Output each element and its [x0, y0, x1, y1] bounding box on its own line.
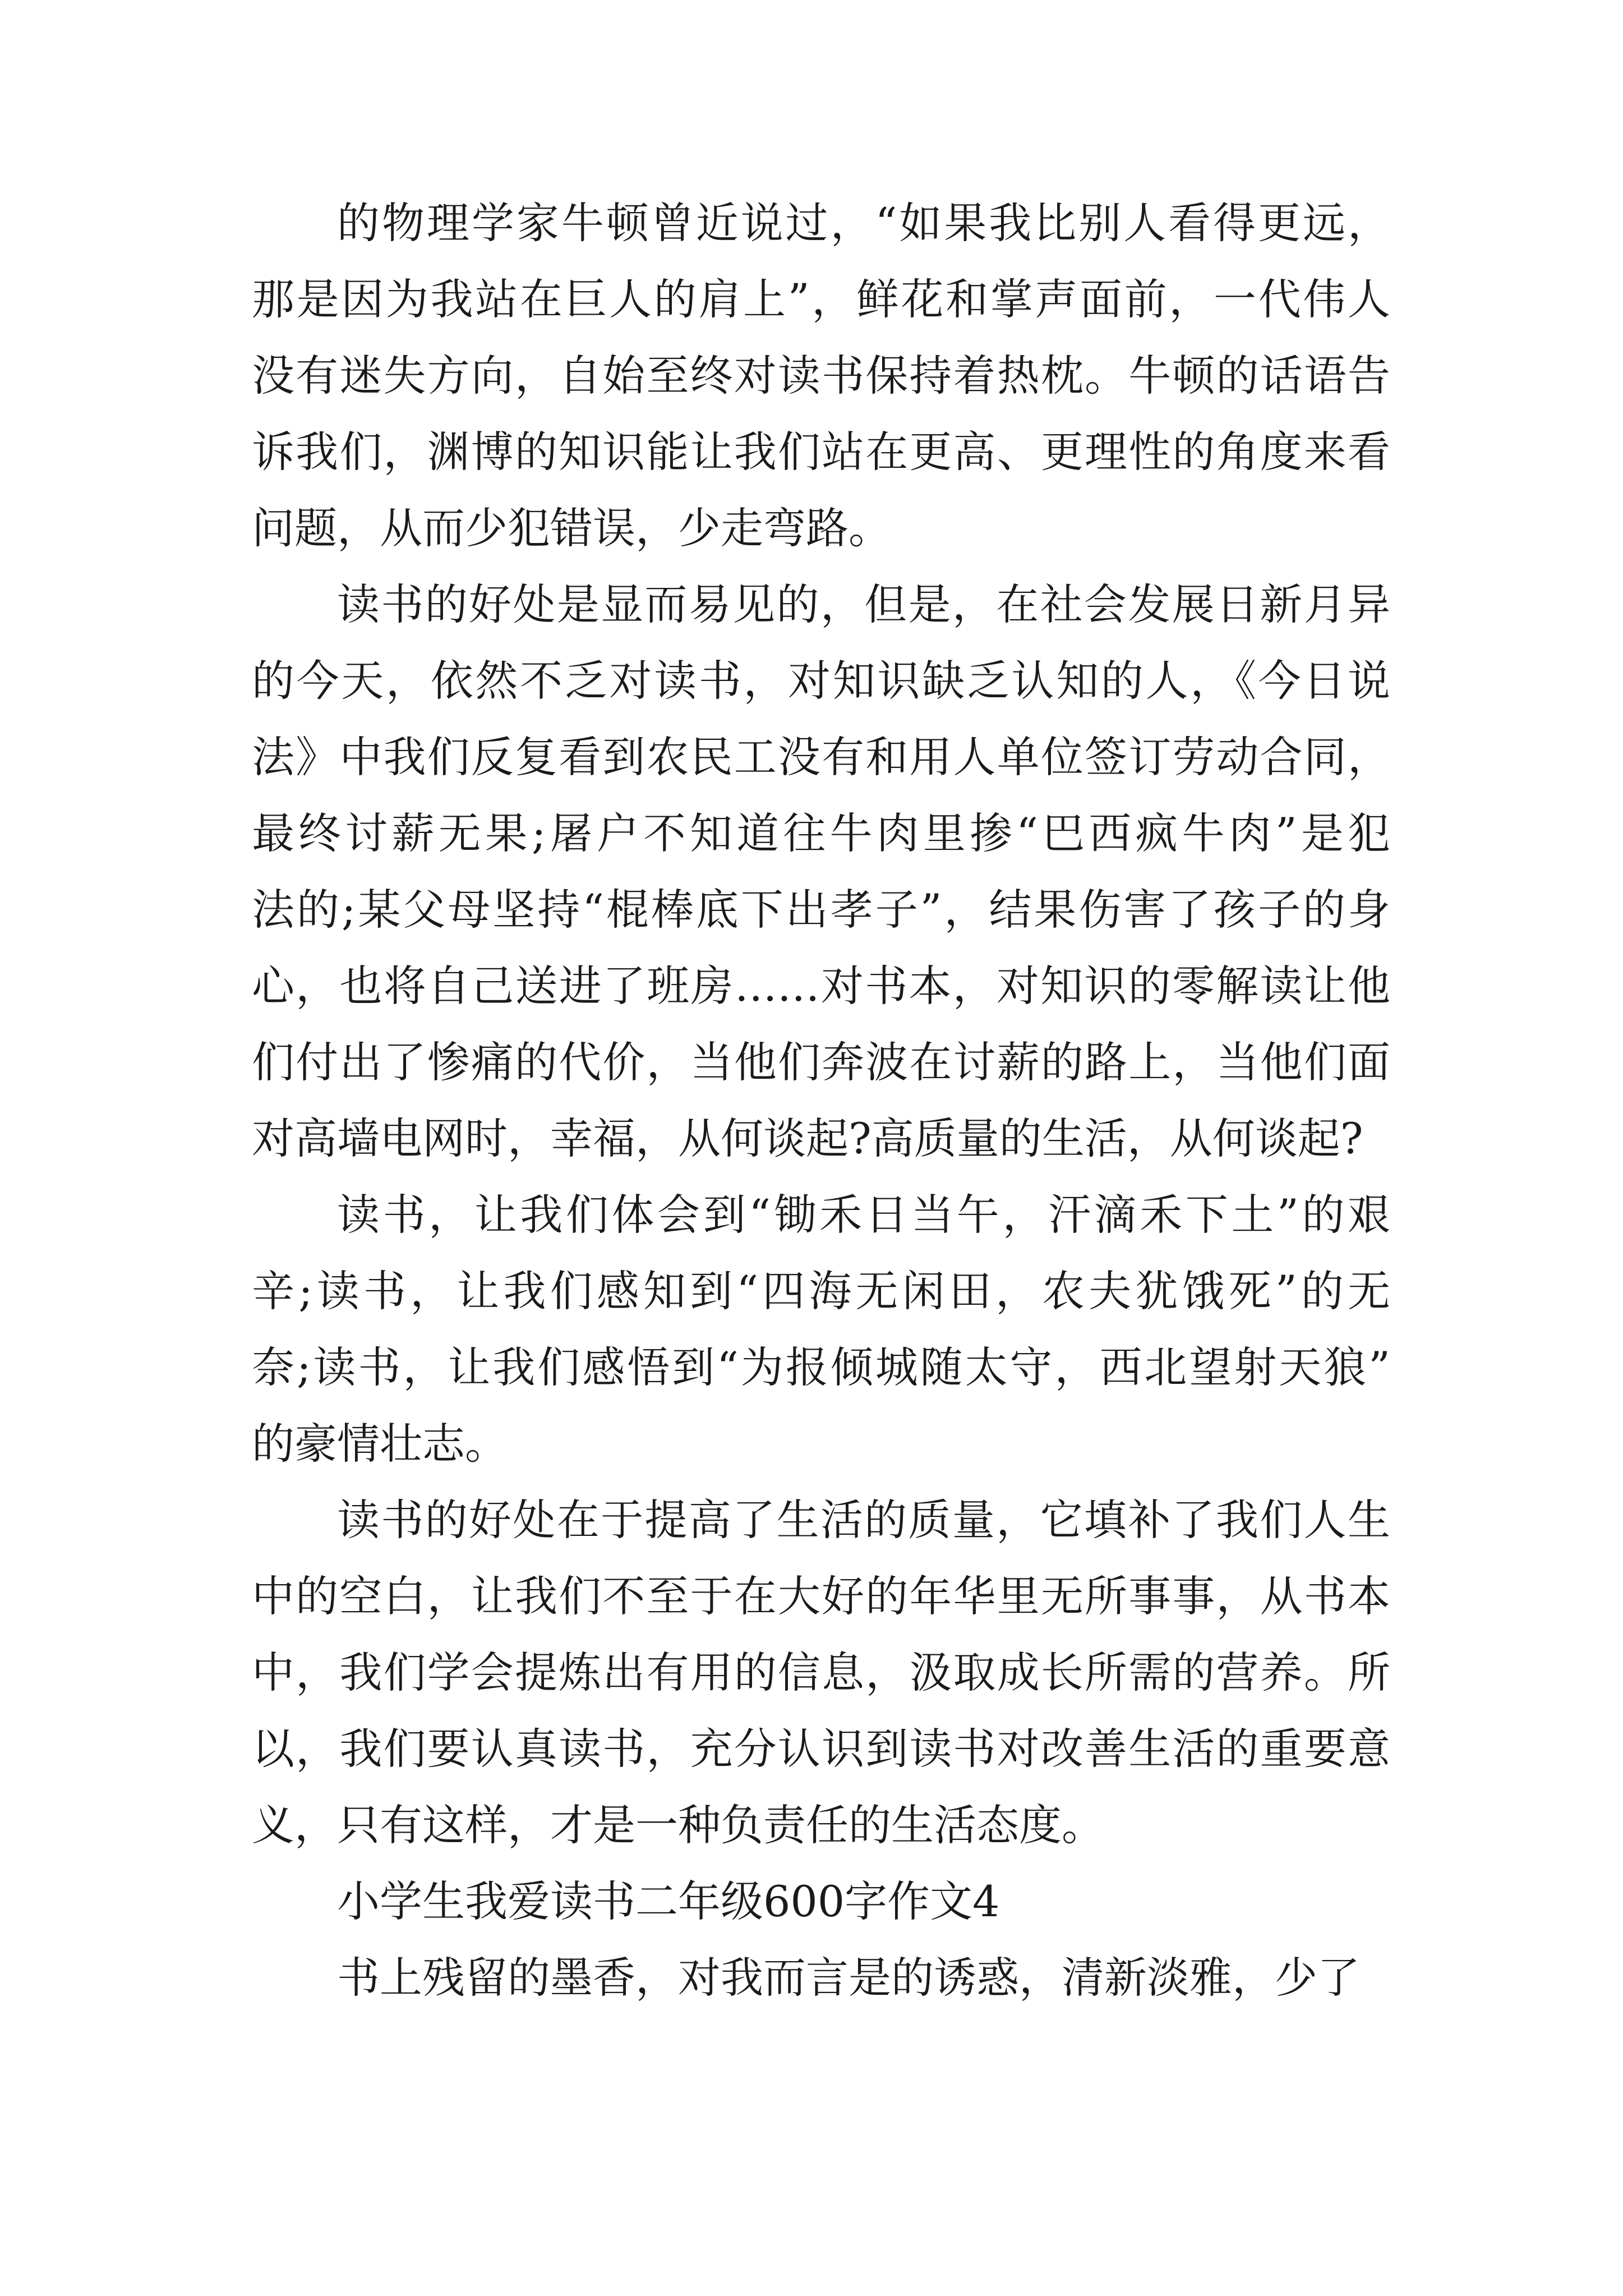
text-line: 书上残留的墨香，对我而言是的诱惑，清新淡雅，少了: [337, 1953, 1360, 2003]
text-line: 义，只有这样，才是一种负责任的生活态度。: [252, 1800, 1104, 1850]
document-body: [252, 185, 1390, 2016]
text-line: 对高墙电网时，幸福，从何谈起?高质量的生活，从何谈起?: [252, 1114, 1363, 1163]
section-heading: 小学生我爱读书二年级600字作文4: [337, 1876, 1000, 1926]
text-line: 那是因为我站在巨人的肩上”，鲜花和掌声面前，一代伟人: [252, 274, 1390, 324]
text-line: 法》中我们反复看到农民工没有和用人单位签订劳动合同，: [252, 732, 1390, 782]
text-line: 读书的好处在于提高了生活的质量，它填补了我们人生: [337, 1495, 1390, 1545]
text-line: 以，我们要认真读书，充分认识到读书对改善生活的重要意: [252, 1724, 1390, 1774]
text-line: 最终讨薪无果;屠户不知道往牛肉里掺“巴西疯牛肉”是犯: [252, 808, 1390, 858]
text-line: 的今天，依然不乏对读书，对知识缺乏认知的人，《今日说: [252, 656, 1390, 706]
text-line: 问题，从而少犯错误，少走弯路。: [252, 503, 891, 553]
text-line: 辛;读书，让我们感知到“四海无闲田，农夫犹饿死”的无: [252, 1266, 1390, 1316]
text-line: 的豪情壮志。: [252, 1419, 508, 1469]
text-line: 法的;某父母坚持“棍棒底下出孝子”，结果伤害了孩子的身: [252, 885, 1390, 935]
text-line: 们付出了惨痛的代价，当他们奔波在讨薪的路上，当他们面: [252, 1037, 1390, 1087]
text-line: 心，也将自己送进了班房……对书本，对知识的零解读让他: [252, 961, 1390, 1011]
text-line: 没有迷失方向，自始至终对读书保持着热枕。牛顿的话语告: [252, 351, 1390, 401]
text-line: 的物理学家牛顿曾近说过，“如果我比别人看得更远，: [337, 198, 1390, 248]
text-line: 诉我们，渊博的知识能让我们站在更高、更理性的角度来看: [252, 427, 1390, 477]
text-line: 奈;读书，让我们感悟到“为报倾城随太守，西北望射天狼”: [252, 1342, 1390, 1392]
text-line: 中，我们学会提炼出有用的信息，汲取成长所需的营养。所: [252, 1648, 1390, 1697]
text-line: 读书的好处是显而易见的，但是，在社会发展日新月异: [337, 579, 1390, 629]
text-line: 读书，让我们体会到“锄禾日当午，汗滴禾下土”的艰: [337, 1190, 1390, 1240]
text-line: 中的空白，让我们不至于在大好的年华里无所事事，从书本: [252, 1571, 1390, 1621]
